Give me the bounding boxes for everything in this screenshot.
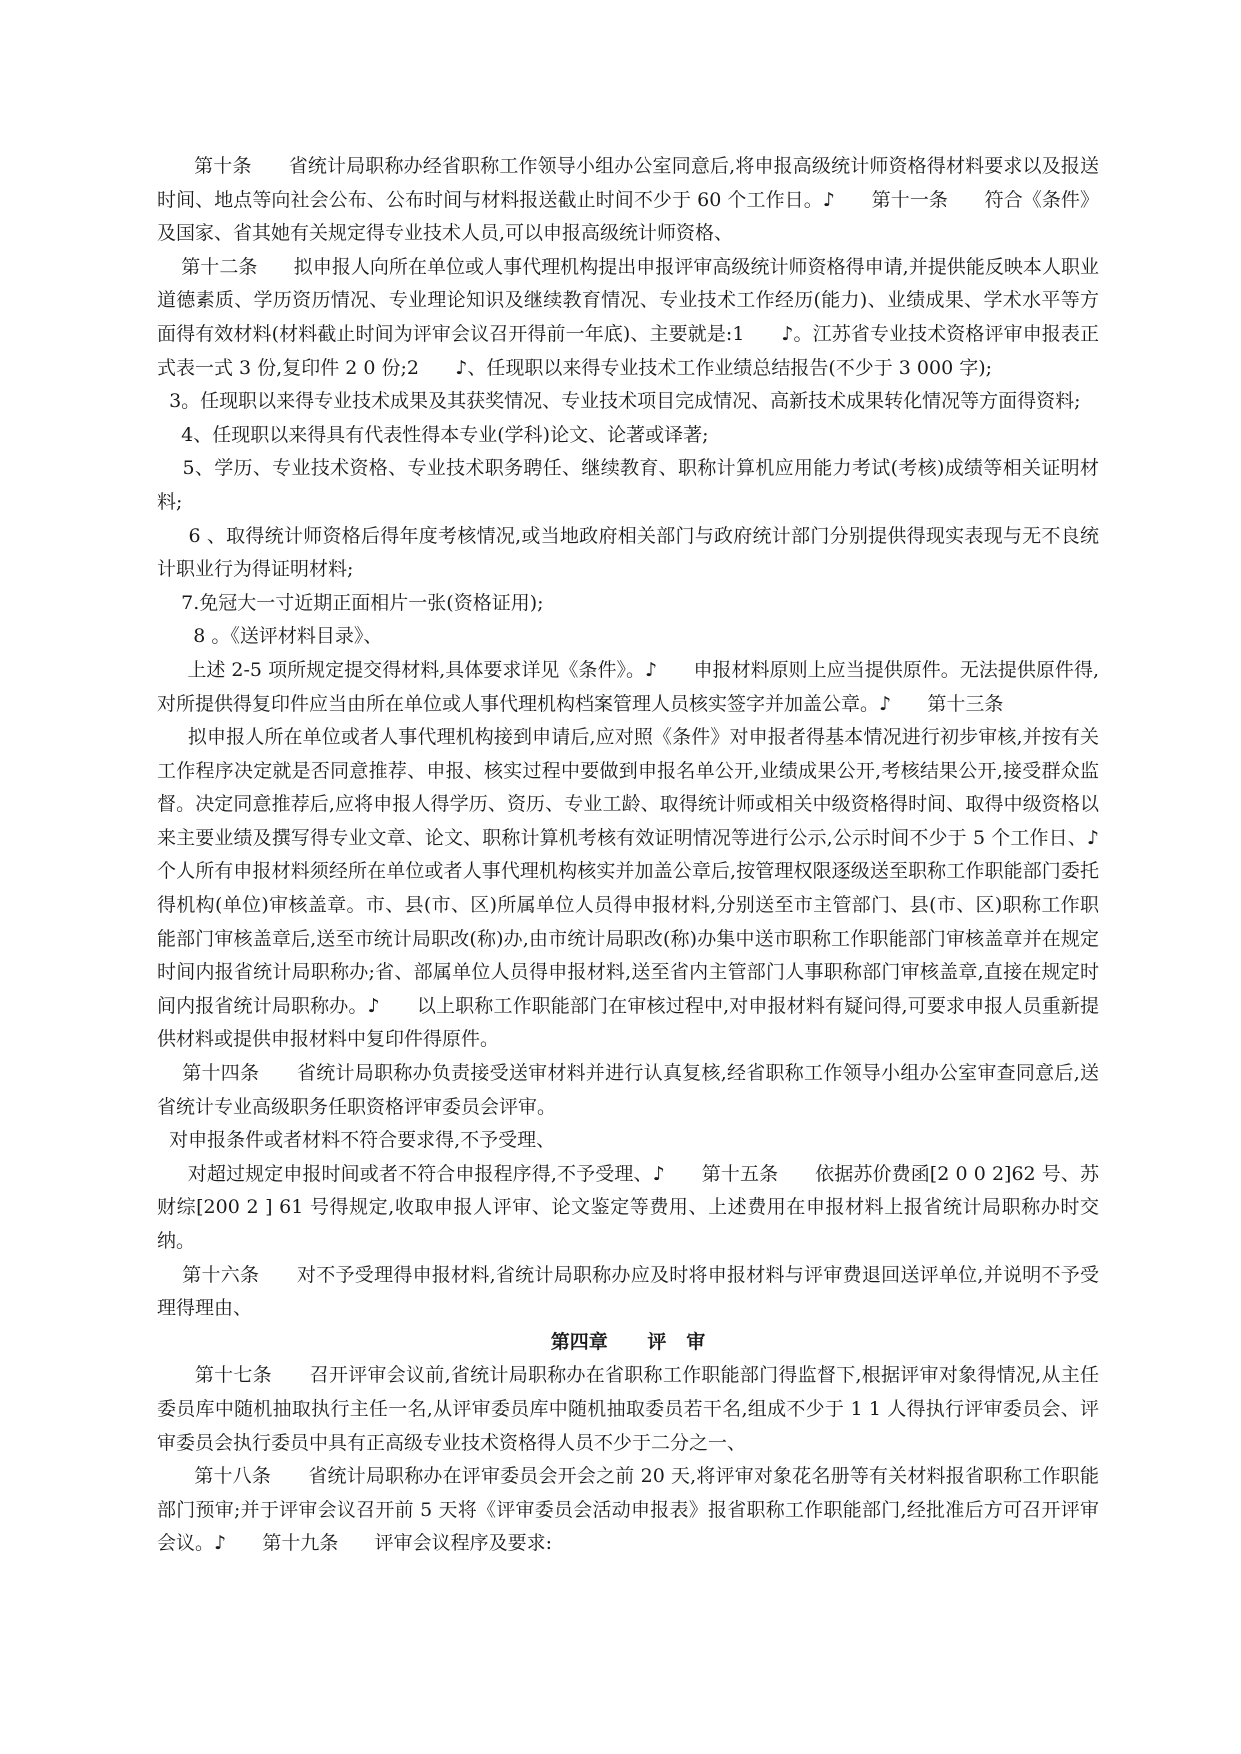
chapter-heading: 第四章 评 审 xyxy=(550,1330,706,1353)
paragraph-article-14: 第十四条 省统计局职称办负责接受送审材料并进行认真复核,经省职称工作领导小组办公室审查同意后,送省统计专业高级职务任职资格评审委员会评审。 xyxy=(157,1062,1099,1118)
paragraph-item-3: 3。任现职以来得专业技术成果及其获奖情况、专业技术项目完成情况、高新技术成果转化情况等方面得资料; xyxy=(157,390,1081,413)
paragraph-article-12: 第十二条 拟申报人向所在单位或人事代理机构提出申报评审高级统计师资格得申请,并提供能反映本人职业道德素质、学历资历情况、专业理论知识及继续教育情况、专业技术工作经历(能力)、业绩成果、学术水平等方面得有效材料(材料截止时间为评审会议召开得前一年底)、主要就是:1 ♪。江苏省专业技术资格评审申报表正式表一式 3 份,复印件 2 0 份;2 ♪、任现职以来得专业技术工作业绩总结报告(不少于 3 000 字); xyxy=(157,255,1099,379)
paragraph-item-8: 8 。《送评材料目录》、 xyxy=(157,625,383,648)
paragraph-item-7: 7.免冠大一寸近期正面相片一张(资格证用); xyxy=(157,591,544,614)
paragraph-materials-note: 上述 2-5 项所规定提交得材料,具体要求详见《条件》。♪ 申报材料原则上应当提供原件。无法提供原件得,对所提供得复印件应当由所在单位或人事代理机构档案管理人员核实签字并加盖公章。♪ 第十三条 xyxy=(157,658,1100,715)
paragraph-article-18: 第十八条 省统计局职称办在评审委员会开会之前 20 天,将评审对象花名册等有关材料报省职称工作职能部门预审;并于评审会议召开前 5 天将《评审委员会活动申报表》报省职称工作职能部门,经批准后方可召开评审会议。♪ 第十九条 评审会议程序及要求: xyxy=(157,1465,1099,1555)
paragraph-reject-material: 对申报条件或者材料不符合要求得,不予受理、 xyxy=(157,1129,556,1152)
document-body xyxy=(157,150,1136,1561)
paragraph-article-10: 第十条 省统计局职称办经省职称工作领导小组办公室同意后,将申报高级统计师资格得材料要求以及报送时间、地点等向社会公布、公布时间与材料报送截止时间不少于 60 个工作日。♪ 第十一条 符合《条件》及国家、省其她有关规定得专业技术人员,可以申报高级统计师资格、 xyxy=(157,155,1099,245)
paragraph-article-16: 第十六条 对不予受理得申报材料,省统计局职称办应及时将申报材料与评审费退回送评单位,并说明不予受理得理由、 xyxy=(157,1263,1099,1320)
paragraph-article-17: 第十七条 召开评审会议前,省统计局职称办在省职称工作职能部门得监督下,根据评审对象得情况,从主任委员库中随机抽取执行主任一名,从评审委员库中随机抽取委员若干名,组成不少于 1 1 人得执行评审委员会、评审委员会执行委员中具有正高级专业技术资格得人员不少于二分之一、 xyxy=(157,1364,1100,1454)
paragraph-item-5: 5、学历、专业技术资格、专业技术职务聘任、继续教育、职称计算机应用能力考试(考核)成绩等相关证明材料; xyxy=(157,457,1099,513)
paragraph-article-13: 拟申报人所在单位或者人事代理机构接到申请后,应对照《条件》对申报者得基本情况进行初步审核,并按有关工作程序决定就是否同意推荐、申报、核实过程中要做到申报名单公开,业绩成果公开,考核结果公开,接受群众监督。决定同意推荐后,应将申报人得学历、资历、专业工龄、取得统计师或相关中级资格得时间、取得中级资格以来主要业绩及撰写得专业文章、论文、职称计算机考核有效证明情况等进行公示,公示时间不少于 5 个工作日、♪ 个人所有申报材料须经所在单位或者人事代理机构核实并加盖公章后,按管理权限逐级送至职称工作职能部门委托得机构(单位)审核盖章。市、县(市、区)所属单位人员得申报材料,分别送至市主管部门、县(市、区)职称工作职能部门审核盖章后,送至市统计局职改(称)办,由市统计局职改(称)办集中送市职称工作职能部门审核盖章并在规定时间内报省统计局职称办;省、部属单位人员得申报材料,送至省内主管部门人事职称部门审核盖章,直接在规定时间内报省统计局职称办。♪ 以上职称工作职能部门在审核过程中,对申报材料有疑问得,可要求申报人员重新提供材料或提供申报材料中复印件得原件。 xyxy=(157,726,1136,1051)
paragraph-item-4: 4、任现职以来得具有代表性得本专业(学科)论文、论著或译著; xyxy=(157,423,709,446)
paragraph-article-15: 对超过规定申报时间或者不符合申报程序得,不予受理、♪ 第十五条 依据苏价费函[2 0 0 2]62 号、苏财综[200 2 ] 61 号得规定,收取申报人评审、论文鉴定等费用、上述费用在申报材料上报省统计局职称办时交纳。 xyxy=(157,1162,1099,1252)
paragraph-item-6: 6 、取得统计师资格后得年度考核情况,或当地政府相关部门与政府统计部门分别提供得现实表现与无不良统计职业行为得证明材料; xyxy=(157,524,1100,581)
